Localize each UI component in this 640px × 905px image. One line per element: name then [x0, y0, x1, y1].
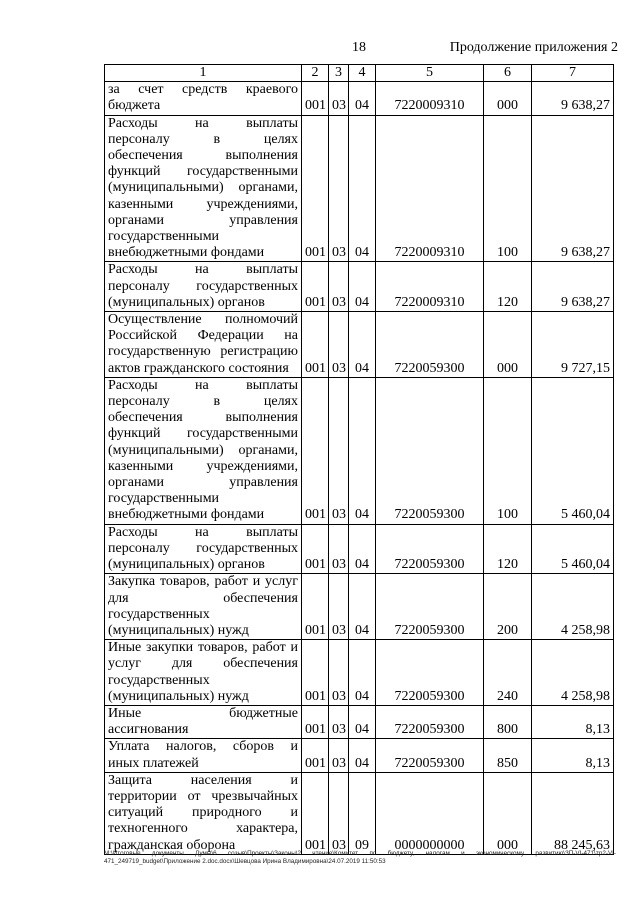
section-code-cell: 03 — [329, 262, 349, 312]
expense-name-line: за счет средств краевого — [108, 82, 298, 98]
expense-name-line: Расходы на выплаты — [108, 262, 298, 278]
ministry-code-cell: 001 — [302, 640, 329, 706]
subsection-code-cell: 04 — [349, 262, 376, 312]
expense-name-cell — [105, 312, 302, 378]
section-code-cell: 03 — [329, 312, 349, 378]
subsection-code-cell: 04 — [349, 524, 376, 574]
ministry-code-cell: 001 — [302, 705, 329, 738]
expense-name-cell — [105, 739, 302, 772]
column-header: 2 — [302, 65, 329, 82]
subsection-code-cell: 04 — [349, 115, 376, 262]
amount-cell: 9 638,27 — [532, 262, 614, 312]
expense-type-cell: 850 — [484, 739, 532, 772]
expense-type-cell: 000 — [484, 82, 532, 115]
target-article-cell: 7220009310 — [376, 262, 484, 312]
expense-name-line: иных платежей — [108, 755, 199, 771]
expense-type-cell: 000 — [484, 772, 532, 854]
section-code-cell: 03 — [329, 739, 349, 772]
expense-name-line: Иные бюджетные — [108, 705, 298, 721]
expense-name-line: казенными учреждениями, — [108, 458, 298, 474]
ministry-code-cell: 001 — [302, 312, 329, 378]
table-row — [105, 772, 614, 854]
expense-name-line: государственными — [108, 491, 220, 507]
expense-type-cell: 100 — [484, 377, 532, 524]
target-article-cell: 7220059300 — [376, 574, 484, 640]
expense-name-line: Уплата налогов, сборов и — [108, 739, 298, 755]
expense-type-cell: 120 — [484, 524, 532, 574]
section-code-cell: 03 — [329, 115, 349, 262]
page-number: 18 — [352, 40, 366, 55]
target-article-cell: 7220009310 — [376, 82, 484, 115]
section-code-cell: 03 — [329, 524, 349, 574]
expense-name-line: Защита населения и — [108, 772, 298, 788]
target-article-cell: 7220009310 — [376, 115, 484, 262]
expense-name-line: Осуществление полномочий — [108, 312, 298, 328]
section-code-cell: 03 — [329, 574, 349, 640]
amount-cell: 9 727,15 — [532, 312, 614, 378]
expense-name-line: Расходы на выплаты — [108, 377, 298, 393]
expense-type-cell: 800 — [484, 705, 532, 738]
expense-name-line: техногенного характера, — [108, 821, 298, 837]
table-row — [105, 115, 614, 262]
ministry-code-cell: 001 — [302, 262, 329, 312]
column-header: 3 — [329, 65, 349, 82]
budget-table — [104, 64, 614, 855]
amount-cell: 5 460,04 — [532, 524, 614, 574]
expense-name-line: территории от чрезвычайных — [108, 788, 298, 804]
ministry-code-cell: 001 — [302, 524, 329, 574]
ministry-code-cell: 001 — [302, 377, 329, 524]
expense-name-line: персоналу в целях — [108, 394, 298, 410]
target-article-cell: 7220059300 — [376, 524, 484, 574]
expense-name-line: Закупка товаров, работ и услуг — [108, 574, 298, 590]
expense-name-line: персоналу в целях — [108, 131, 298, 147]
target-article-cell: 7220059300 — [376, 640, 484, 706]
expense-name-line: обеспечения выполнения — [108, 148, 298, 164]
document-path-footer: M:\Итоговые документы Думы\6 созыв\Проекты\Законы\2 чтение\Комитет по бюджету, налогам и экономическому развитию\ЗП-VI-471\zp2-VI-471_249719_budget\Приложение 2.doc.docx\Шевцова Ирина Владимировна\24.07.2019 11:50:53 — [104, 850, 616, 865]
subsection-code-cell: 04 — [349, 705, 376, 738]
continuation-heading: Продолжение приложения 2 — [449, 40, 618, 55]
expense-name-cell — [105, 574, 302, 640]
expense-name-line: функций государственными — [108, 164, 298, 180]
expense-name-line: ассигнования — [108, 722, 189, 738]
expense-type-cell: 200 — [484, 574, 532, 640]
section-code-cell: 03 — [329, 82, 349, 115]
table-row — [105, 262, 614, 312]
table-row — [105, 312, 614, 378]
amount-cell: 5 460,04 — [532, 377, 614, 524]
ministry-code-cell: 001 — [302, 772, 329, 854]
subsection-code-cell: 04 — [349, 312, 376, 378]
table-row — [105, 82, 614, 115]
expense-name-cell — [105, 640, 302, 706]
expense-name-cell — [105, 705, 302, 738]
expense-name-cell — [105, 115, 302, 262]
expense-name-line: гражданская оборона — [108, 837, 236, 853]
amount-cell: 9 638,27 — [532, 82, 614, 115]
target-article-cell: 7220059300 — [376, 705, 484, 738]
amount-cell: 4 258,98 — [532, 640, 614, 706]
column-header: 1 — [105, 65, 302, 82]
section-code-cell: 03 — [329, 377, 349, 524]
ministry-code-cell: 001 — [302, 574, 329, 640]
expense-name-line: (муниципальными) органами, — [108, 180, 298, 196]
expense-name-line: для обеспечения — [108, 590, 298, 606]
expense-name-line: бюджета — [108, 98, 161, 114]
expense-name-line: (муниципальных) нужд — [108, 688, 249, 704]
expense-name-line: казенными учреждениями, — [108, 196, 298, 212]
expense-name-line: персоналу государственных — [108, 540, 298, 556]
target-article-cell: 7220059300 — [376, 312, 484, 378]
subsection-code-cell: 04 — [349, 640, 376, 706]
expense-type-cell: 000 — [484, 312, 532, 378]
table-row — [105, 377, 614, 524]
expense-name-line: персоналу государственных — [108, 278, 298, 294]
table-row — [105, 705, 614, 738]
expense-name-line: Расходы на выплаты — [108, 115, 298, 131]
expense-name-line: актов гражданского состояния — [108, 360, 289, 376]
expense-name-line: органами управления — [108, 475, 298, 491]
subsection-code-cell: 04 — [349, 739, 376, 772]
expense-name-line: государственных — [108, 672, 210, 688]
expense-name-line: (муниципальных) нужд — [108, 622, 249, 638]
column-header: 4 — [349, 65, 376, 82]
ministry-code-cell: 001 — [302, 82, 329, 115]
amount-cell: 9 638,27 — [532, 115, 614, 262]
table-row — [105, 574, 614, 640]
column-header: 6 — [484, 65, 532, 82]
expense-name-cell — [105, 82, 302, 115]
expense-name-cell — [105, 377, 302, 524]
target-article-cell: 7220059300 — [376, 739, 484, 772]
expense-name-line: (муниципальных) органов — [108, 557, 265, 573]
expense-type-cell: 120 — [484, 262, 532, 312]
amount-cell: 8,13 — [532, 705, 614, 738]
expense-name-line: (муниципальных) органов — [108, 294, 265, 310]
ministry-code-cell: 001 — [302, 739, 329, 772]
expense-name-line: услуг для обеспечения — [108, 656, 298, 672]
table-row — [105, 524, 614, 574]
column-header: 7 — [532, 65, 614, 82]
expense-name-line: Иные закупки товаров, работ и — [108, 640, 298, 656]
table-row — [105, 739, 614, 772]
section-code-cell: 03 — [329, 640, 349, 706]
expense-name-line: функций государственными — [108, 426, 298, 442]
expense-name-line: (муниципальными) органами, — [108, 442, 298, 458]
expense-name-cell — [105, 262, 302, 312]
column-header: 5 — [376, 65, 484, 82]
expense-name-line: внебюджетными фондами — [108, 245, 265, 261]
expense-name-line: государственную регистрацию — [108, 344, 298, 360]
subsection-code-cell: 09 — [349, 772, 376, 854]
expense-name-line: ситуаций природного и — [108, 805, 298, 821]
expense-name-line: органами управления — [108, 212, 298, 228]
section-code-cell: 03 — [329, 772, 349, 854]
expense-name-line: государственных — [108, 606, 210, 622]
expense-name-line: Российской Федерации на — [108, 328, 298, 344]
target-article-cell: 0000000000 — [376, 772, 484, 854]
subsection-code-cell: 04 — [349, 377, 376, 524]
amount-cell: 8,13 — [532, 739, 614, 772]
expense-name-line: государственными — [108, 229, 220, 245]
table-body — [105, 82, 614, 855]
target-article-cell: 7220059300 — [376, 377, 484, 524]
table-header-row — [105, 65, 614, 82]
expense-type-cell: 100 — [484, 115, 532, 262]
subsection-code-cell: 04 — [349, 82, 376, 115]
expense-name-cell — [105, 524, 302, 574]
section-code-cell: 03 — [329, 705, 349, 738]
expense-name-line: обеспечения выполнения — [108, 410, 298, 426]
subsection-code-cell: 04 — [349, 574, 376, 640]
ministry-code-cell: 001 — [302, 115, 329, 262]
expense-type-cell: 240 — [484, 640, 532, 706]
expense-name-cell — [105, 772, 302, 854]
amount-cell: 4 258,98 — [532, 574, 614, 640]
table-row — [105, 640, 614, 706]
amount-cell: 88 245,63 — [532, 772, 614, 854]
expense-name-line: внебюджетными фондами — [108, 507, 265, 523]
expense-name-line: Расходы на выплаты — [108, 524, 298, 540]
